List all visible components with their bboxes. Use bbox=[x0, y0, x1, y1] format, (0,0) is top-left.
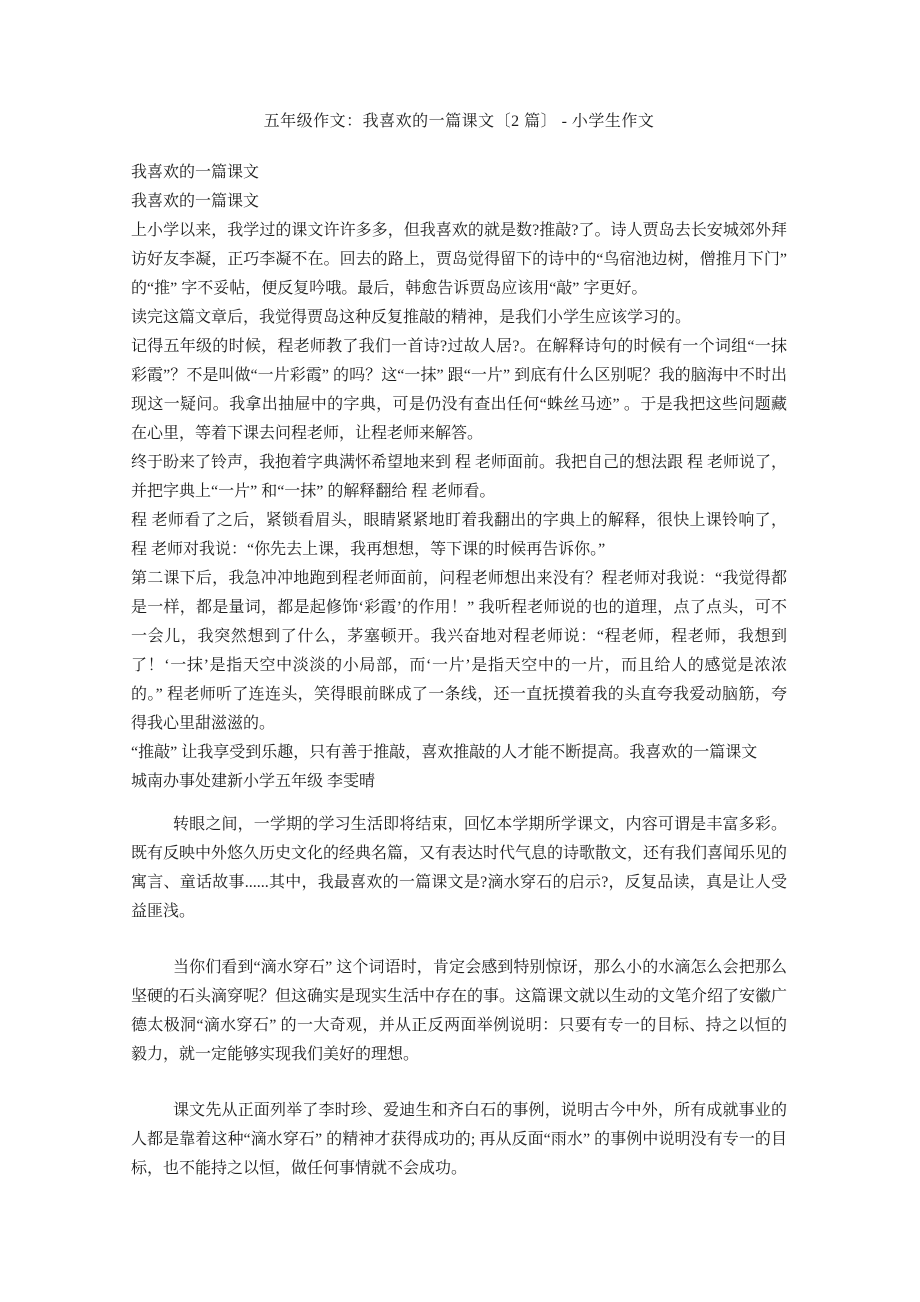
paragraph: 读完这篇文章后，我觉得贾岛这种反复推敲的精神，是我们小学生应该学习的。 bbox=[131, 309, 692, 326]
document-title: 五年级作文：我喜欢的一篇课文〔2 篇〕 - 小学生作文 bbox=[263, 113, 655, 130]
paragraph: 转眼之间，一学期的学习生活即将结束，回忆本学期所学课文，内容可谓是丰富多彩。既有反映中外悠久历史文化的经典名篇，又有表达时代气息的诗歌散文，还有我们喜闻乐见的寓言、童话故事......其中，我最喜欢的一篇课文是?滴水穿石的启示?，反复品读，真是让人受益匪浅。 bbox=[131, 816, 788, 920]
document-body bbox=[131, 112, 787, 1183]
paragraph: 我喜欢的一篇课文 bbox=[131, 193, 260, 210]
paragraph: 上小学以来，我学过的课文许许多多，但我喜欢的就是数?推敲?了。诗人贾岛去长安城郊外拜访好友李凝，正巧李凝不在。回去的路上，贾岛觉得留下的诗中的“鸟宿池边树，僧推月下门” 的“推” 字不妥帖，便反复吟哦。最后，韩愈告诉贾岛应该用“敲” 字更好。 bbox=[131, 222, 787, 297]
paragraph: 终于盼来了铃声，我抱着字典满怀希望地来到 程 老师面前。我把自己的想法跟 程 老师说了，并把字典上“一片” 和“一抹” 的解释翻给 程 老师看。 bbox=[131, 454, 788, 500]
paragraph: 第二课下后，我急冲冲地跑到程老师面前，问程老师想出来没有？程老师对我说：“我觉得都是一样，都是量词，都是起修饰‘彩霞’的作用！” 我听程老师说的也的道理，点了点头，可不一会儿，我突然想到了什么，茅塞顿开。我兴奋地对程老师说：“程老师，程老师，我想到了！‘一抹’是指天空中淡淡的小局部，而‘一片’是指天空中的一片，而且给人的感觉是浓浓的。” 程老师听了连连头，笑得眼前眯成了一条线，还一直抚摸着我的头直夸我爱动脑筋，夸得我心里甜滋滋的。 bbox=[131, 570, 787, 732]
paragraph: “推敲” 让我享受到乐趣，只有善于推敲，喜欢推敲的人才能不断提高。我喜欢的一篇课文 bbox=[131, 744, 758, 761]
paragraph-byline: 城南办事处建新小学五年级 李雯晴 bbox=[131, 773, 376, 790]
paragraph: 我喜欢的一篇课文 bbox=[131, 164, 260, 181]
paragraph: 当你们看到“滴水穿石” 这个词语时，肯定会感到特别惊讶，那么小的水滴怎么会把那么坚硬的石头滴穿呢？但这确实是现实生活中存在的事。这篇课文就以生动的文笔介绍了安徽广德太极洞“滴水穿石” 的一大奇观，并从正反两面举例说明：只要有专一的目标、持之以恒的毅力，就一定能够实现我们美好的理想。 bbox=[131, 959, 788, 1063]
paragraph: 程 老师看了之后，紧锁看眉头，眼睛紧紧地盯着我翻出的字典上的解释，很快上课铃响了，程 老师对我说：“你先去上课，我再想想，等下课的时候再告诉你。” bbox=[131, 512, 787, 558]
paragraph: 记得五年级的时候，程老师教了我们一首诗?过故人居?。在解释诗句的时候有一个词组“一抹彩霞”？不是叫做“一片彩霞” 的吗？这“一抹” 跟“一片” 到底有什么区别呢？我的脑海中不时出现这一疑问。我拿出抽屉中的字典，可是仍没有查出任何“蛛丝马迹” 。于是我把这些问题藏在心里，等着下课去问程老师，让程老师来解答。 bbox=[131, 338, 787, 442]
paragraph: 课文先从正面列举了李时珍、爱迪生和齐白石的事例，说明古今中外，所有成就事业的人都是靠着这种“滴水穿石” 的精神才获得成功的; 再从反面“雨水” 的事例中说明没有专一的目标，也不能持之以恒，做任何事情就不会成功。 bbox=[131, 1102, 787, 1177]
